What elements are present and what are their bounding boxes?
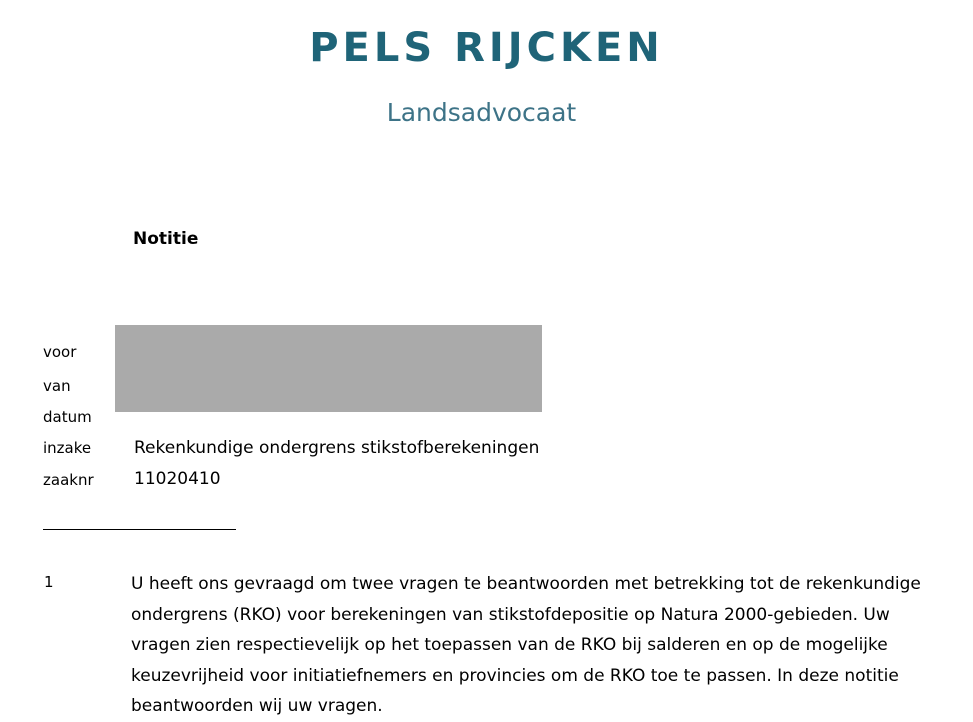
datum-label: datum <box>43 408 92 426</box>
document-type-title: Notitie <box>133 229 199 249</box>
zaaknr-label: zaaknr <box>43 471 94 489</box>
paragraph-number: 1 <box>44 573 54 591</box>
redaction-block <box>115 325 542 412</box>
zaaknr-value: 11020410 <box>134 469 221 489</box>
voor-label: voor <box>43 343 77 361</box>
firm-tagline: Landsadvocaat <box>386 98 577 127</box>
firm-logo: PELS RIJCKEN <box>309 25 664 71</box>
inzake-label: inzake <box>43 439 92 457</box>
van-label: van <box>43 377 71 395</box>
inzake-value: Rekenkundige ondergrens stikstofberekeningen <box>134 438 540 458</box>
header-divider <box>43 529 236 530</box>
paragraph-text: U heeft ons gevraagd om twee vragen te beantwoorden met betrekking tot de rekenkundige ondergrens (RKO) voor berekeningen van stikstofdepositie op Natura 2000-gebieden. Uw vragen zien respectievelijk op het toepassen van de RKO bij salderen en op de mogelijke keuzevrijheid voor initiatiefnemers en provincies om de RKO toe te passen. In deze notitie beantwoorden wij uw vragen. <box>131 574 921 716</box>
